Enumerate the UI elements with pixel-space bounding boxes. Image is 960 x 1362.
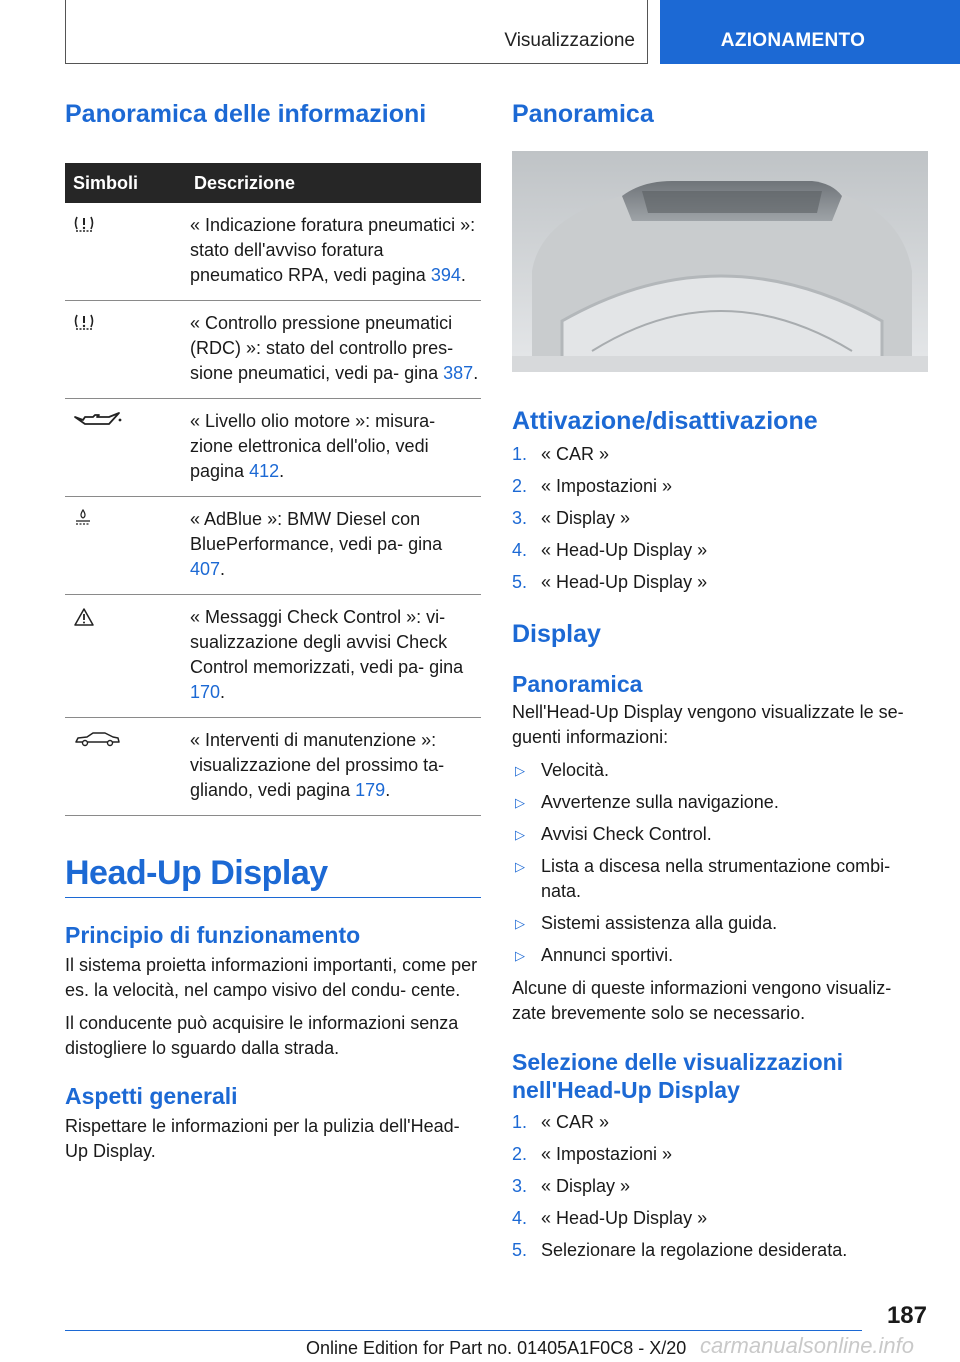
table-cell-description: « Livello olio motore »: misura- zione elettronica dell'olio, vedi pagina 412. <box>186 399 481 497</box>
header-section-box <box>65 0 648 64</box>
watermark: carmanualsonline.info <box>700 1333 915 1358</box>
tire-warning-icon <box>65 203 186 301</box>
header-chapter-tab[interactable] <box>660 0 960 64</box>
step-number: 3. <box>512 1176 528 1196</box>
display-intro: Nell'Head-Up Display vengono visualizzate le se- guenti informazioni: <box>512 702 904 747</box>
col-header-description: Descrizione <box>186 163 481 203</box>
list-item-text: Lista a discesa nella strumentazione combi- nata. <box>541 856 891 901</box>
display-info-list <box>512 758 928 968</box>
triangle-bullet-icon: ▷ <box>515 827 525 842</box>
page-link[interactable]: 394 <box>430 265 461 285</box>
list-item <box>512 943 928 968</box>
table-row <box>65 718 481 816</box>
symbols-table <box>65 163 481 816</box>
step-number: 1. <box>512 444 528 464</box>
table-cell-description: « Indicazione foratura pneumatici »: stato dell'avviso foratura pneumatico RPA, vedi pagina 394. <box>186 203 481 301</box>
page-link[interactable]: 179 <box>355 780 386 800</box>
tire-pressure-icon <box>65 301 186 399</box>
table-cell-description: « Messaggi Check Control »: vi- sualizzazione degli avvisi Check Control memorizzati, vedi pa- gina 170. <box>186 595 481 718</box>
list-item <box>512 758 928 783</box>
list-item-text: Avvertenze sulla navigazione. <box>541 792 779 812</box>
triangle-bullet-icon: ▷ <box>515 948 525 963</box>
list-item <box>512 570 928 602</box>
list-item <box>512 911 928 936</box>
step-text: « Head-Up Display » <box>541 572 708 592</box>
head-up-display-photo <box>512 151 928 372</box>
step-text: « Head-Up Display » <box>541 1208 708 1228</box>
section-title-overview-info: Panoramica delle informazioni <box>65 100 427 128</box>
header-section-title: Visualizzazione <box>504 30 635 51</box>
display-note: Alcune di queste informazioni vengono visualiz- zate brevemente solo se necessario. <box>512 978 892 1023</box>
principle-paragraph-1: Il sistema proietta informazioni importanti, come per es. la velocità, nel campo visivo del condu- cente. <box>65 955 478 1000</box>
list-item <box>512 474 928 506</box>
car-service-icon <box>65 718 186 816</box>
heading-display-overview: Panoramica <box>512 671 643 697</box>
table-cell-description: « Controllo pressione pneumatici (RDC) »: stato del controllo pres- sione pneumatici, vedi pa- gina 387. <box>186 301 481 399</box>
list-item-text: Avvisi Check Control. <box>541 824 712 844</box>
row-text: « Indicazione foratura pneumatici »: stato dell'avviso foratura pneumatico RPA, vedi pagina <box>190 215 476 285</box>
list-item <box>512 854 928 904</box>
activation-steps <box>512 442 928 602</box>
step-number: 5. <box>512 572 528 592</box>
row-text: « AdBlue »: BMW Diesel con BluePerformance, vedi pa- gina <box>190 509 443 554</box>
step-text: Selezionare la regolazione desiderata. <box>541 1240 848 1260</box>
list-item <box>512 538 928 570</box>
table-row <box>65 497 481 595</box>
list-item <box>512 822 928 847</box>
footer-divider <box>65 1330 862 1331</box>
table-cell-description: « Interventi di manutenzione »: visualizzazione del prossimo ta- gliando, vedi pagina 179. <box>186 718 481 816</box>
step-number: 4. <box>512 540 528 560</box>
heading-display: Display <box>512 620 601 648</box>
step-number: 2. <box>512 1144 528 1164</box>
hud-heading-block <box>65 854 481 898</box>
step-number: 1. <box>512 1112 528 1132</box>
header-chapter-title: AZIONAMENTO <box>720 30 866 51</box>
step-text: « CAR » <box>541 1112 610 1132</box>
step-text: « Head-Up Display » <box>541 540 708 560</box>
triangle-bullet-icon: ▷ <box>515 795 525 810</box>
page-link[interactable]: 407 <box>190 559 221 579</box>
row-text: « Livello olio motore »: misura- zione elettronica dell'olio, vedi pagina <box>190 411 436 481</box>
list-item <box>512 1174 928 1206</box>
list-item-text: Sistemi assistenza alla guida. <box>541 913 778 933</box>
step-text: « Display » <box>541 508 631 528</box>
step-text: « Impostazioni » <box>541 1144 673 1164</box>
adblue-icon <box>65 497 186 595</box>
table-row <box>65 595 481 718</box>
list-item <box>512 1142 928 1174</box>
page-link[interactable]: 387 <box>443 363 474 383</box>
list-item <box>512 1206 928 1238</box>
table-cell-description: « AdBlue »: BMW Diesel con BluePerformance, vedi pa- gina 407. <box>186 497 481 595</box>
list-item <box>512 506 928 538</box>
list-item-text: Velocità. <box>541 760 610 780</box>
general-paragraph: Rispettare le informazioni per la pulizia dell'Head- Up Display. <box>65 1116 460 1161</box>
step-text: « Impostazioni » <box>541 476 673 496</box>
table-row <box>65 399 481 497</box>
oil-can-icon <box>65 399 186 497</box>
row-text: « Messaggi Check Control »: vi- sualizzazione degli avvisi Check Control memorizzati, vedi pa- gina <box>190 607 464 677</box>
col-header-symbols: Simboli <box>65 163 186 203</box>
row-text: « Interventi di manutenzione »: visualizzazione del prossimo ta- gliando, vedi pagina <box>190 730 445 800</box>
triangle-bullet-icon: ▷ <box>515 859 525 874</box>
left-column <box>65 100 481 1172</box>
list-item <box>512 1110 928 1142</box>
heading-general-aspects: Aspetti generali <box>65 1083 238 1109</box>
table-row <box>65 203 481 301</box>
triangle-bullet-icon: ▷ <box>515 916 525 931</box>
list-item <box>512 1238 928 1270</box>
list-item <box>512 442 928 474</box>
step-number: 2. <box>512 476 528 496</box>
heading-head-up-display: Head-Up Display <box>65 854 328 892</box>
footer-edition: Online Edition for Part no. 01405A1F0C8 - X/20 <box>306 1338 687 1358</box>
step-number: 3. <box>512 508 528 528</box>
page-link[interactable]: 412 <box>249 461 280 481</box>
right-column <box>512 100 928 1270</box>
step-number: 5. <box>512 1240 528 1260</box>
list-item-text: Annunci sportivi. <box>541 945 674 965</box>
step-text: « Display » <box>541 1176 631 1196</box>
list-item <box>512 790 928 815</box>
triangle-bullet-icon: ▷ <box>515 763 525 778</box>
heading-operating-principle: Principio di funzionamento <box>65 922 361 948</box>
heading-selection: Selezione delle visualizzazioni nell'Head-Up Display <box>512 1049 844 1103</box>
page-link[interactable]: 170 <box>190 682 221 702</box>
selection-steps <box>512 1110 928 1270</box>
step-text: « CAR » <box>541 444 610 464</box>
table-header-row <box>65 163 481 203</box>
row-text: « Controllo pressione pneumatici (RDC) »: stato del controllo pres- sione pneumatici, vedi pa- gina <box>190 313 454 383</box>
heading-overview: Panoramica <box>512 100 654 128</box>
page-number: 187 <box>886 1302 927 1329</box>
warning-triangle-icon <box>65 595 186 718</box>
step-number: 4. <box>512 1208 528 1228</box>
heading-activation: Attivazione/disattivazione <box>512 407 818 435</box>
principle-paragraph-2: Il conducente può acquisire le informazioni senza distogliere lo sguardo dalla strada. <box>65 1013 459 1058</box>
table-row <box>65 301 481 399</box>
